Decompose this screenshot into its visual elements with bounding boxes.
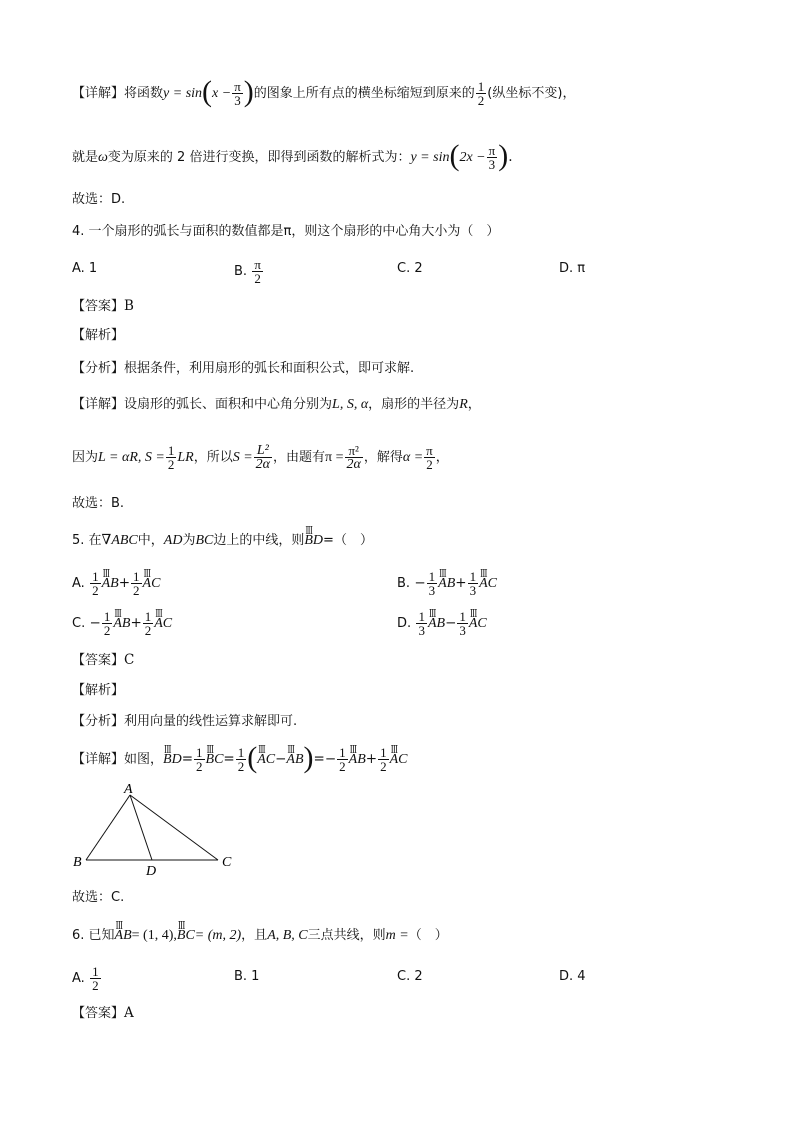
label-d: D — [146, 864, 157, 879]
q4-derivation: 因为L = αR, S = $\frac{1}{2}$ LR，所以S = $\frac{\text{L²}}{2\alpha}$ ，由题有π = $\frac{\text{π²}}{2\alpha}$ ，解得α = $\frac{\pi}{2}$ ， — [72, 443, 449, 472]
q4-opt-b: B. $\frac{\pi}{2}$ — [234, 257, 261, 286]
q5-opt-d: D. $\frac{1}{3}$ ꟾꟾꟾ AB− $\frac{1}{3}$ ꟾꟾꟾ AC — [397, 610, 487, 637]
q4-stem: 4. 一个扇形的弧长与面积的数值都是π，则这个扇形的中心角大小为（ ） — [72, 224, 500, 239]
q6-opt-b: B. 1 — [234, 969, 260, 984]
q6-stem: 6. 已知ꟾꟾꟾ AB= (1, 4),ꟾꟾꟾ BC= (m, 2)，且A, B, C三点共线，则m =（ ） — [72, 925, 448, 946]
q6-answer: 【答案】A — [72, 1005, 134, 1021]
q6-opt-c: C. 2 — [397, 969, 423, 984]
q5-detail: 【详解】如图，ꟾꟾꟾ BD= $\frac{1}{2}$ ꟾꟾꟾ BC= $\frac{1}{2}$ (ꟾꟾꟾ AC−ꟾꟾꟾ AB)=− $\frac{1}{2}$ ꟾꟾꟾ AB+ $\frac{1}{2}$ ꟾꟾꟾ AC — [72, 746, 407, 773]
q6-opt-a: A. $\frac{1}{2}$ — [72, 964, 99, 993]
q5-choice: 故选：C. — [72, 890, 125, 905]
q5-opt-b: B. − $\frac{1}{3}$ ꟾꟾꟾ AB+ $\frac{1}{3}$ ꟾꟾꟾ AC — [397, 570, 497, 597]
q6-opt-d: D. 4 — [559, 969, 586, 984]
q4-fenxi: 【分析】根据条件，利用扇形的弧长和面积公式，即可求解. — [72, 361, 415, 376]
q4-opt-c: C. 2 — [397, 261, 423, 276]
detail-label: 【详解】 — [72, 86, 125, 101]
q5-opt-c: C. − $\frac{1}{2}$ ꟾꟾꟾ AB+ $\frac{1}{2}$ ꟾꟾꟾ AC — [72, 610, 172, 637]
triangle-figure — [66, 780, 246, 880]
label-c: C — [222, 855, 232, 870]
q3-detail-line2: 就是ω变为原来的 2 倍进行变换，即得到函数的解析式为：y = sin(2x − $\frac{\pi}{3}$ ). — [72, 138, 513, 172]
q3-choice: 故选：D. — [72, 192, 126, 207]
side-ab — [86, 795, 130, 860]
side-ac — [130, 795, 218, 860]
q5-analysis: 【解析】 — [72, 683, 125, 698]
q4-answer: 【答案】B — [72, 298, 134, 314]
q4-choice: 故选：B. — [72, 496, 125, 511]
label-a: A — [124, 782, 133, 797]
q5-opt-a: A. $\frac{1}{2}$ ꟾꟾꟾ AB+ $\frac{1}{2}$ ꟾꟾꟾ AC — [72, 570, 160, 597]
median-ad — [130, 795, 152, 860]
q5-stem: 5. 在∇ABC中，AD为BC边上的中线，则ꟾꟾꟾ BD=（ ） — [72, 530, 373, 551]
pi-over-3: $\frac{\pi}{3}$ — [234, 79, 241, 108]
q4-detail: 【详解】设扇形的弧长、面积和中心角分别为L, S, α，扇形的半径为R， — [72, 397, 481, 412]
q4-opt-a: A. 1 — [72, 261, 98, 276]
q3-detail-line1: 【详解】将函数y = sin(x − $\frac{\pi}{3}$ )的图象上所有点的横坐标缩短到原来的 $\frac{1}{2}$ (纵坐标不变)， — [72, 74, 576, 108]
q4-opt-d: D. π — [559, 261, 586, 276]
one-half: $\frac{1}{2}$ — [477, 79, 485, 108]
q4-analysis: 【解析】 — [72, 328, 125, 343]
label-b: B — [73, 855, 82, 870]
q5-answer: 【答案】C — [72, 652, 135, 668]
q5-fenxi: 【分析】利用向量的线性运算求解即可. — [72, 714, 298, 729]
